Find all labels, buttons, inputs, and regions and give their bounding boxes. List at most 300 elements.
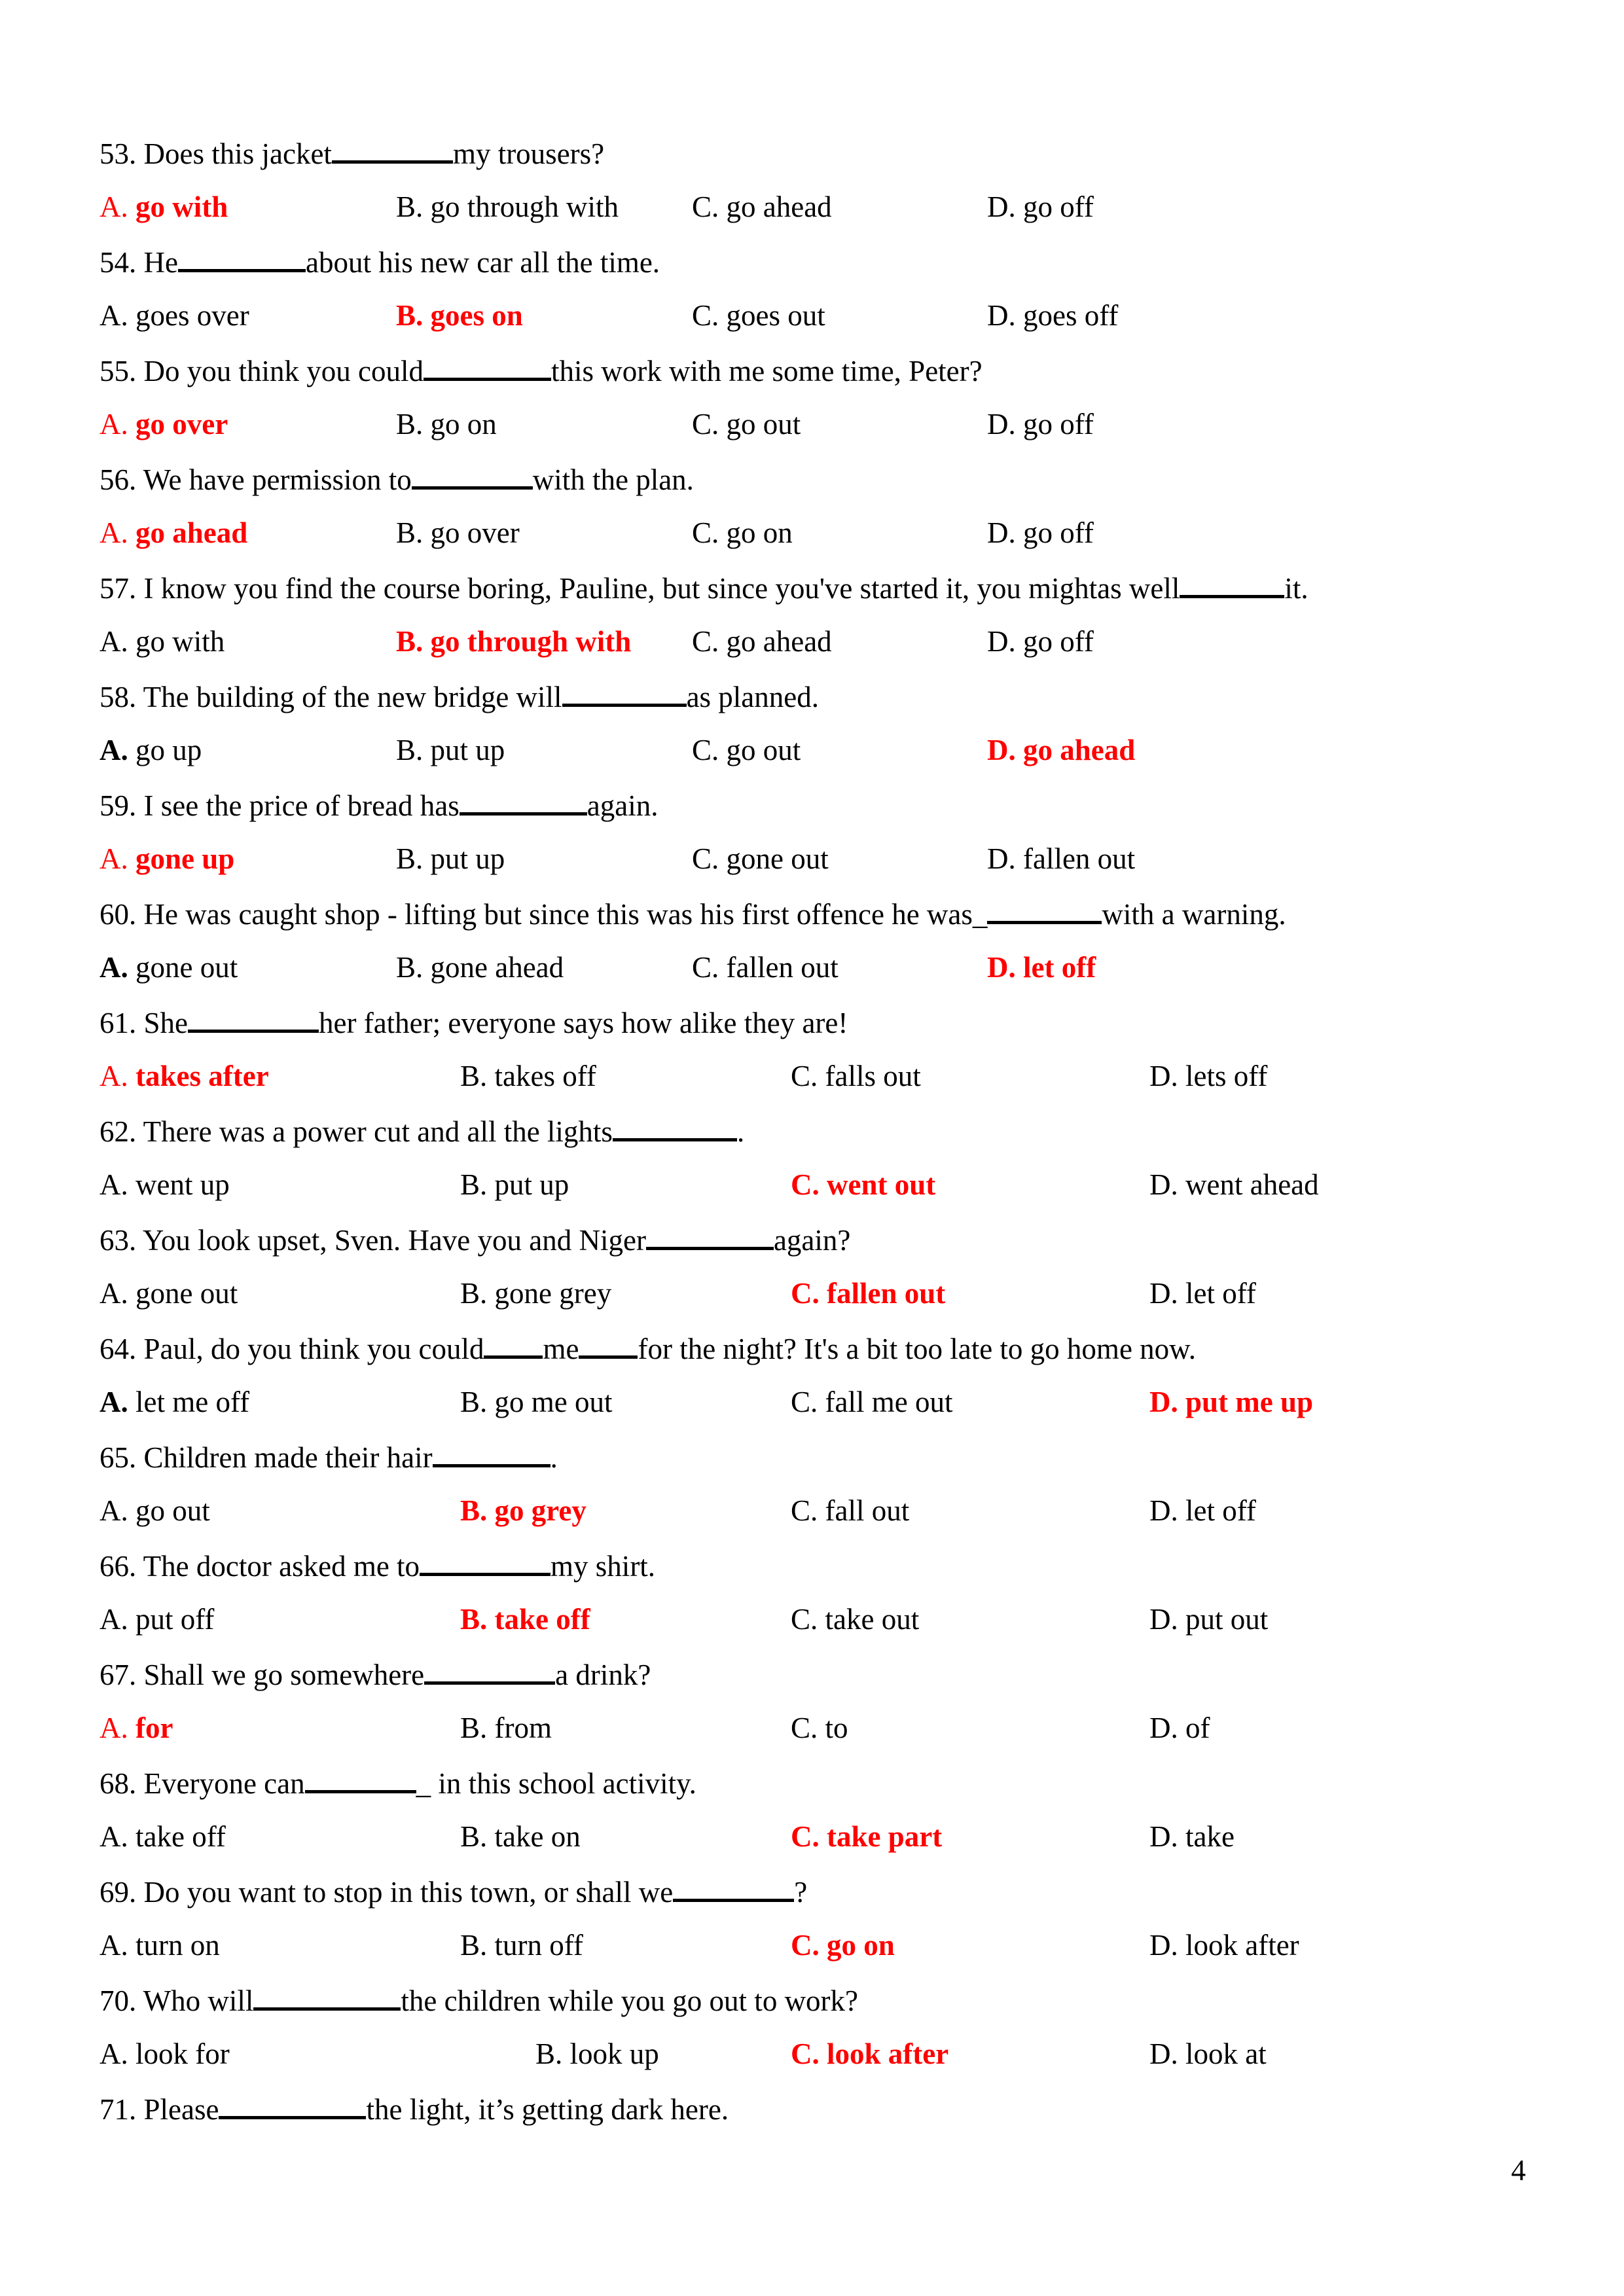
options-row: [99, 1166, 1540, 1203]
option-d[interactable]: [1149, 1058, 1267, 1094]
question-text: with the plan.: [532, 463, 694, 496]
option-text: go over: [430, 516, 520, 549]
option-letter: A.: [99, 1820, 135, 1853]
option-letter: B.: [396, 842, 431, 875]
answer-blank[interactable]: [484, 1329, 543, 1359]
option-d[interactable]: [987, 949, 1096, 986]
option-a[interactable]: [99, 1818, 226, 1855]
question-text: as planned.: [686, 681, 819, 713]
answer-blank[interactable]: [332, 134, 453, 164]
option-c[interactable]: [791, 2036, 948, 2072]
option-letter: B.: [460, 1603, 495, 1636]
option-d[interactable]: [1149, 1275, 1256, 1312]
question-text: about his new car all the time.: [305, 246, 660, 279]
option-letter: D.: [987, 299, 1023, 332]
option-b[interactable]: [460, 1601, 590, 1638]
question-text: 64. Paul, do you think you could: [99, 1333, 484, 1365]
option-a[interactable]: [99, 1710, 173, 1746]
option-letter: B.: [396, 299, 431, 332]
option-letter: B.: [396, 408, 431, 440]
option-text: put up: [430, 734, 505, 766]
option-b[interactable]: [396, 732, 505, 768]
options-row: [99, 1710, 1540, 1746]
option-text: goes on: [430, 299, 523, 332]
option-text: put me up: [1185, 1386, 1314, 1418]
question-text: my shirt.: [550, 1550, 656, 1583]
option-text: went out: [827, 1168, 936, 1201]
answer-blank[interactable]: [412, 460, 533, 490]
option-letter: A.: [99, 516, 135, 549]
option-text: gone out: [135, 951, 238, 984]
question-text: 70. Who will: [99, 1984, 254, 2017]
option-text: of: [1185, 1712, 1210, 1744]
option-text: takes off: [494, 1060, 596, 1092]
options-row: [99, 1058, 1540, 1094]
question-63: [99, 1221, 850, 1259]
option-letter: C.: [791, 1712, 825, 1744]
option-text: let off: [1185, 1494, 1256, 1527]
option-a[interactable]: [99, 1166, 230, 1203]
option-a[interactable]: [99, 1384, 249, 1420]
option-letter: A.: [99, 1603, 135, 1636]
option-letter: D.: [987, 190, 1023, 223]
question-text: with a warning.: [1102, 898, 1286, 931]
option-letter: C.: [791, 1386, 825, 1418]
option-a[interactable]: [99, 732, 202, 768]
option-letter: A.: [99, 1168, 135, 1201]
option-c[interactable]: [791, 1818, 942, 1855]
option-b[interactable]: [460, 1166, 569, 1203]
option-c[interactable]: [692, 949, 839, 986]
question-64: [99, 1329, 1196, 1367]
option-text: go out: [135, 1494, 210, 1527]
question-text: the light, it’s getting dark here.: [366, 2093, 729, 2126]
page-number: 4: [1511, 2154, 1526, 2187]
option-b[interactable]: [460, 1058, 596, 1094]
answer-blank[interactable]: [433, 1438, 550, 1467]
option-text: go off: [1023, 190, 1094, 223]
option-c[interactable]: [791, 1492, 909, 1529]
option-b[interactable]: [460, 1710, 552, 1746]
option-letter: A.: [99, 734, 135, 766]
option-letter: A.: [99, 408, 135, 440]
option-b[interactable]: [396, 514, 520, 551]
option-text: go ahead: [135, 516, 248, 549]
option-c[interactable]: [692, 514, 793, 551]
question-text: the children while you go out to work?: [401, 1984, 859, 2017]
options-row: [99, 1927, 1540, 1964]
option-c[interactable]: [692, 732, 801, 768]
option-text: gone out: [726, 842, 829, 875]
option-text: go grey: [494, 1494, 586, 1527]
option-text: goes out: [726, 299, 825, 332]
answer-blank[interactable]: [987, 895, 1102, 924]
options-row: [99, 406, 1540, 442]
option-text: look at: [1185, 2037, 1267, 2070]
option-letter: C.: [692, 190, 727, 223]
option-d[interactable]: [987, 514, 1094, 551]
option-d[interactable]: [1149, 1927, 1299, 1964]
options-row: [99, 1384, 1540, 1420]
option-a[interactable]: [99, 623, 225, 660]
option-c[interactable]: [791, 1384, 952, 1420]
option-text: go off: [1023, 625, 1094, 658]
option-text: go ahead: [1023, 734, 1136, 766]
answer-blank[interactable]: [253, 1981, 401, 2011]
option-d[interactable]: [987, 406, 1094, 442]
option-text: take off: [494, 1603, 590, 1636]
option-letter: D.: [987, 408, 1023, 440]
option-c[interactable]: [791, 1927, 895, 1964]
answer-blank[interactable]: [673, 1873, 794, 1902]
option-letter: A.: [99, 951, 135, 984]
option-text: go on: [827, 1929, 895, 1962]
option-letter: D.: [987, 734, 1023, 766]
option-b[interactable]: [396, 297, 523, 334]
options-row: [99, 623, 1540, 660]
question-text: 61. She: [99, 1007, 188, 1039]
option-text: go out: [726, 734, 801, 766]
question-57: [99, 569, 1308, 607]
question-text: 59. I see the price of bread has: [99, 789, 460, 822]
answer-blank[interactable]: [305, 1764, 416, 1793]
option-a[interactable]: [99, 949, 238, 986]
option-letter: D.: [1149, 1712, 1185, 1744]
option-text: let off: [1023, 951, 1096, 984]
option-letter: B.: [460, 1277, 495, 1310]
question-56: [99, 460, 694, 498]
answer-blank[interactable]: [562, 677, 687, 707]
option-text: fallen out: [827, 1277, 946, 1310]
option-letter: C.: [791, 1820, 827, 1853]
answer-blank[interactable]: [424, 351, 551, 381]
option-b[interactable]: [460, 1492, 586, 1529]
answer-blank[interactable]: [646, 1221, 774, 1250]
answer-blank[interactable]: [460, 786, 587, 816]
answer-blank[interactable]: [424, 1655, 555, 1685]
option-letter: D.: [1149, 1277, 1185, 1310]
option-text: goes over: [135, 299, 249, 332]
option-text: gone up: [135, 842, 235, 875]
option-letter: D.: [987, 625, 1023, 658]
answer-blank[interactable]: [613, 1112, 737, 1141]
option-text: look up: [569, 2037, 659, 2070]
option-d[interactable]: [1149, 1384, 1313, 1420]
option-b[interactable]: [460, 1927, 583, 1964]
option-letter: B.: [460, 1712, 495, 1744]
option-text: goes off: [1023, 299, 1119, 332]
option-text: gone out: [135, 1277, 238, 1310]
question-text: _ in this school activity.: [416, 1767, 696, 1800]
option-text: take: [1185, 1820, 1235, 1853]
answer-blank[interactable]: [178, 243, 306, 272]
option-text: go off: [1023, 408, 1094, 440]
question-54: [99, 243, 660, 281]
option-d[interactable]: [1149, 1492, 1256, 1529]
question-text: me: [543, 1333, 579, 1365]
option-text: turn off: [494, 1929, 583, 1962]
option-c[interactable]: [791, 1601, 919, 1638]
option-letter: D.: [1149, 1168, 1185, 1201]
question-text: 69. Do you want to stop in this town, or shall we: [99, 1876, 674, 1909]
option-letter: B.: [396, 190, 431, 223]
question-71: [99, 2090, 729, 2128]
option-text: look for: [135, 2037, 230, 2070]
option-letter: C.: [791, 1603, 825, 1636]
option-d[interactable]: [987, 840, 1135, 877]
answer-blank[interactable]: [420, 1547, 550, 1576]
option-letter: D.: [987, 842, 1023, 875]
option-letter: A.: [99, 1929, 135, 1962]
option-a[interactable]: [99, 188, 228, 225]
option-letter: B.: [396, 734, 431, 766]
option-letter: B.: [396, 951, 431, 984]
option-c[interactable]: [692, 840, 829, 877]
option-text: fallen out: [726, 951, 839, 984]
option-letter: C.: [791, 2037, 827, 2070]
question-62: [99, 1112, 744, 1150]
option-letter: C.: [692, 625, 727, 658]
option-c[interactable]: [692, 297, 825, 334]
option-letter: A.: [99, 1277, 135, 1310]
question-text: this work with me some time, Peter?: [550, 355, 983, 387]
option-text: fallen out: [1023, 842, 1136, 875]
question-text: .: [736, 1115, 745, 1148]
option-letter: B.: [460, 1386, 495, 1418]
option-c[interactable]: [791, 1710, 848, 1746]
option-c[interactable]: [791, 1275, 945, 1312]
option-text: go ahead: [726, 625, 832, 658]
option-letter: C.: [791, 1060, 825, 1092]
question-text: ?: [794, 1876, 808, 1909]
option-b[interactable]: [460, 1384, 613, 1420]
option-text: put off: [135, 1603, 215, 1636]
option-text: from: [494, 1712, 552, 1744]
option-d[interactable]: [1149, 1818, 1235, 1855]
option-text: go on: [430, 408, 497, 440]
option-text: go with: [135, 190, 228, 223]
option-letter: D.: [1149, 1603, 1185, 1636]
question-text: 62. There was a power cut and all the lights: [99, 1115, 613, 1148]
option-letter: B.: [460, 1060, 495, 1092]
option-text: fall out: [825, 1494, 910, 1527]
option-letter: C.: [791, 1168, 827, 1201]
option-letter: B.: [396, 625, 431, 658]
option-b[interactable]: [460, 1275, 611, 1312]
question-text: 58. The building of the new bridge will: [99, 681, 562, 713]
option-d[interactable]: [987, 623, 1094, 660]
option-d[interactable]: [987, 297, 1118, 334]
option-a[interactable]: [99, 1927, 220, 1964]
option-text: let off: [1185, 1277, 1256, 1310]
question-text: 66. The doctor asked me to: [99, 1550, 420, 1583]
option-text: went ahead: [1185, 1168, 1319, 1201]
option-letter: D.: [987, 951, 1023, 984]
option-b[interactable]: [535, 2036, 659, 2072]
option-d[interactable]: [1149, 2036, 1267, 2072]
question-text: 65. Children made their hair: [99, 1441, 433, 1474]
question-59: [99, 786, 658, 824]
option-letter: B.: [535, 2037, 570, 2070]
question-66: [99, 1547, 655, 1585]
answer-blank[interactable]: [219, 2090, 366, 2119]
option-text: look after: [827, 2037, 949, 2070]
question-53: [99, 134, 604, 172]
option-text: go ahead: [726, 190, 832, 223]
option-a[interactable]: [99, 2036, 230, 2072]
option-text: go on: [726, 516, 793, 549]
option-text: take on: [494, 1820, 581, 1853]
options-row: [99, 297, 1540, 334]
question-text: her father; everyone says how alike they are!: [319, 1007, 848, 1039]
question-60: [99, 895, 1286, 933]
option-letter: A.: [99, 299, 135, 332]
question-text: 71. Please: [99, 2093, 219, 2126]
question-67: [99, 1655, 651, 1693]
option-text: go through with: [430, 625, 632, 658]
options-row: [99, 949, 1540, 986]
option-b[interactable]: [396, 188, 619, 225]
option-letter: A.: [99, 1386, 135, 1418]
option-d[interactable]: [987, 188, 1094, 225]
option-letter: C.: [692, 842, 727, 875]
options-row: [99, 1818, 1540, 1855]
option-d[interactable]: [1149, 1601, 1268, 1638]
option-letter: D.: [987, 516, 1023, 549]
options-row: [99, 1492, 1540, 1529]
option-text: go off: [1023, 516, 1094, 549]
question-55: [99, 351, 983, 389]
option-c[interactable]: [692, 623, 832, 660]
option-text: lets off: [1185, 1060, 1268, 1092]
option-a[interactable]: [99, 1058, 269, 1094]
option-text: put up: [430, 842, 505, 875]
question-58: [99, 677, 819, 715]
option-b[interactable]: [396, 623, 631, 660]
options-row: [99, 1275, 1540, 1312]
option-text: go over: [135, 408, 228, 440]
option-a[interactable]: [99, 840, 234, 877]
option-letter: B.: [460, 1168, 495, 1201]
answer-blank[interactable]: [1180, 569, 1284, 598]
option-b[interactable]: [396, 949, 564, 986]
answer-blank[interactable]: [188, 1003, 319, 1033]
option-letter: D.: [1149, 1060, 1185, 1092]
option-a[interactable]: [99, 1275, 238, 1312]
option-letter: A.: [99, 190, 135, 223]
option-a[interactable]: [99, 406, 228, 442]
options-row: [99, 514, 1540, 551]
option-text: go with: [135, 625, 225, 658]
option-b[interactable]: [396, 840, 505, 877]
question-text: 67. Shall we go somewhere: [99, 1659, 425, 1691]
option-letter: D.: [1149, 2037, 1185, 2070]
option-letter: D.: [1149, 1820, 1185, 1853]
option-text: let me off: [135, 1386, 250, 1418]
option-letter: A.: [99, 842, 135, 875]
option-letter: C.: [791, 1277, 827, 1310]
question-text: it.: [1284, 572, 1308, 605]
question-text: 53. Does this jacket: [99, 137, 332, 170]
option-letter: B.: [460, 1929, 495, 1962]
question-61: [99, 1003, 848, 1041]
option-a[interactable]: [99, 514, 247, 551]
option-letter: B.: [460, 1494, 495, 1527]
option-letter: C.: [692, 734, 727, 766]
option-letter: A.: [99, 1494, 135, 1527]
option-c[interactable]: [692, 406, 801, 442]
options-row: [99, 2036, 1540, 2072]
option-a[interactable]: [99, 297, 249, 334]
option-text: went up: [135, 1168, 230, 1201]
option-d[interactable]: [987, 732, 1135, 768]
option-letter: D.: [1149, 1494, 1185, 1527]
option-text: take out: [825, 1603, 920, 1636]
question-68: [99, 1764, 696, 1802]
options-row: [99, 188, 1540, 225]
option-letter: C.: [791, 1929, 827, 1962]
option-text: put out: [1185, 1603, 1269, 1636]
question-text: a drink?: [555, 1659, 651, 1691]
question-text: 68. Everyone can: [99, 1767, 305, 1800]
option-letter: A.: [99, 2037, 135, 2070]
options-row: [99, 1601, 1540, 1638]
answer-blank[interactable]: [579, 1329, 638, 1359]
option-letter: C.: [692, 299, 727, 332]
question-text: 60. He was caught shop - lifting but since this was his first offence he was_: [99, 898, 988, 931]
option-text: falls out: [825, 1060, 921, 1092]
option-text: gone grey: [494, 1277, 612, 1310]
option-text: for: [135, 1712, 173, 1744]
option-letter: C.: [692, 951, 727, 984]
option-b[interactable]: [396, 406, 497, 442]
option-text: look after: [1185, 1929, 1299, 1962]
option-c[interactable]: [791, 1166, 935, 1203]
option-letter: A.: [99, 625, 135, 658]
option-text: fall me out: [825, 1386, 953, 1418]
option-letter: C.: [791, 1494, 825, 1527]
options-row: [99, 840, 1540, 877]
option-text: go me out: [494, 1386, 613, 1418]
question-65: [99, 1438, 558, 1476]
option-letter: C.: [692, 408, 727, 440]
option-c[interactable]: [791, 1058, 921, 1094]
option-text: take part: [827, 1820, 943, 1853]
option-b[interactable]: [460, 1818, 581, 1855]
question-text: again?: [773, 1224, 851, 1257]
option-text: go out: [726, 408, 801, 440]
option-d[interactable]: [1149, 1710, 1210, 1746]
option-a[interactable]: [99, 1601, 214, 1638]
option-letter: B.: [396, 516, 431, 549]
option-text: to: [825, 1712, 848, 1744]
option-d[interactable]: [1149, 1166, 1319, 1203]
options-row: [99, 732, 1540, 768]
option-letter: B.: [460, 1820, 495, 1853]
question-text: for the night? It's a bit too late to go home now.: [638, 1333, 1196, 1365]
option-letter: C.: [692, 516, 727, 549]
option-text: takes after: [135, 1060, 269, 1092]
question-70: [99, 1981, 858, 2019]
question-text: 56. We have permission to: [99, 463, 412, 496]
question-text: 54. He: [99, 246, 178, 279]
question-text: 57. I know you find the course boring, Pauline, but since you've started it, you mightas well: [99, 572, 1180, 605]
option-letter: D.: [1149, 1386, 1185, 1418]
option-c[interactable]: [692, 188, 832, 225]
option-text: go up: [135, 734, 202, 766]
option-text: turn on: [135, 1929, 220, 1962]
option-a[interactable]: [99, 1492, 210, 1529]
